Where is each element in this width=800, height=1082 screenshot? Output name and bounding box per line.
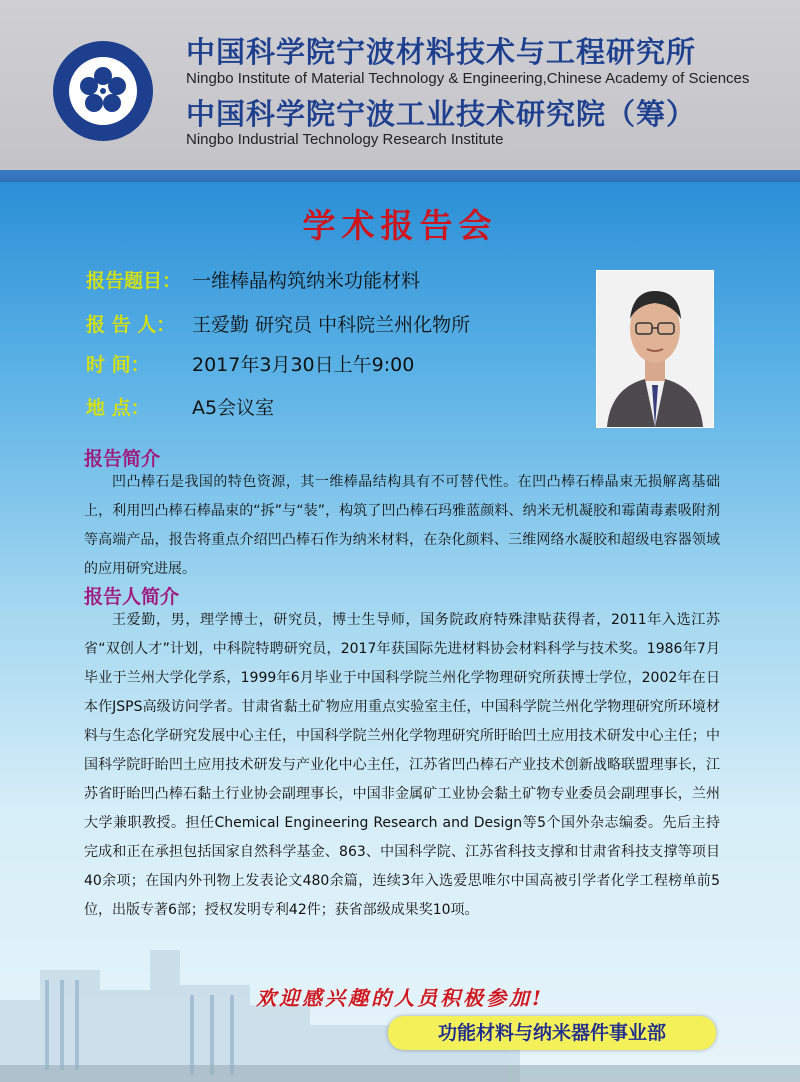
institute-name-cn-2: 中国科学院宁波工业技术研究院（筹）	[186, 97, 697, 131]
institute-name-en-1: Ningbo Institute of Material Technology & Engineering,Chinese Academy of Sciences	[186, 70, 750, 87]
info-row-topic	[86, 266, 420, 293]
institute-name-cn-1: 中国科学院宁波材料技术与工程研究所	[186, 35, 697, 69]
info-value-topic: 一维棒晶构筑纳米功能材料	[192, 270, 421, 292]
info-value-speaker: 王爱勤 研究员 中科院兰州化物所	[192, 314, 471, 336]
institute-name-en-2: Ningbo Industrial Technology Research Institute	[186, 131, 504, 148]
info-value-place: A5会议室	[192, 397, 275, 419]
abstract-text: 凹凸棒石是我国的特色资源，其一维棒晶结构具有不可替代性。在凹凸棒石棒晶束无损解离基础上，利用凹凸棒石棒晶束的“拆”与“装”，构筑了凹凸棒石玛雅蓝颜料、纳米无机凝胶和霉菌毒素吸附剂等高端产品，报告将重点介绍凹凸棒石作为纳米材料，在杂化颜料、三维网络水凝胶和超级电容器领域的应用研究进展。	[84, 474, 720, 577]
info-row-place	[86, 393, 274, 420]
info-label-time: 时 间：	[86, 354, 150, 376]
info-row-speaker	[86, 310, 470, 337]
info-value-time: 2017年3月30日上午9:00	[192, 354, 415, 376]
abstract-heading: 报告简介	[84, 448, 161, 470]
info-label-speaker: 报 告 人：	[86, 314, 176, 336]
speaker-photo	[596, 270, 714, 428]
welcome-message: 欢迎感兴趣的人员积极参加!	[256, 986, 544, 1010]
cas-logo-icon	[52, 40, 154, 142]
info-row-time	[86, 350, 414, 377]
poster-title: 学术报告会	[302, 206, 498, 245]
info-label-topic: 报告题目：	[86, 270, 182, 292]
bio-text: 王爱勤，男，理学博士，研究员，博士生导师，国务院政府特殊津贴获得者，2011年入选江苏省“双创人才”计划，中科院特聘研究员，2017年获国际先进材料协会材料科学与技术奖。1986年7月毕业于兰州大学化学系，1999年6月毕业于中国科学院兰州化学物理研究所获博士学位，2002年在日本作JSPS高级访问学者。甘肃省黏土矿物应用重点实验室主任，中国科学院兰州化学物理研究所环境材料与生态化学研究发展中心主任，中国科学院兰州化学物理研究所盱眙凹土应用技术研发中心主任；中国科学院盱眙凹土应用技术研发与产业化中心主任，江苏省凹凸棒石产业技术创新战略联盟理事长，江苏省盱眙凹凸棒石黏土行业协会副理事长，中国非金属矿工业协会黏土矿物专业委员会副理事长，兰州大学兼职教授。担任Chemical Engineering Research and Design等5个国外杂志编委。先后主持完成和正在承担包括国家自然科学基金、863、中国科学院、江苏省科技支撑和甘肃省科技支撑等项目40余项；在国内外刊物上发表论文480余篇，连续3年入选爱思唯尔中国高被引学者化学工程榜单前5位，出版专著6部；授权发明专利42件；获省部级成果奖10项。	[84, 612, 720, 918]
header-divider-band	[0, 170, 800, 182]
bio-heading: 报告人简介	[84, 586, 180, 608]
header-banner	[0, 0, 800, 170]
department-label: 功能材料与纳米器件事业部	[388, 1016, 716, 1050]
info-label-place: 地 点：	[86, 397, 150, 419]
